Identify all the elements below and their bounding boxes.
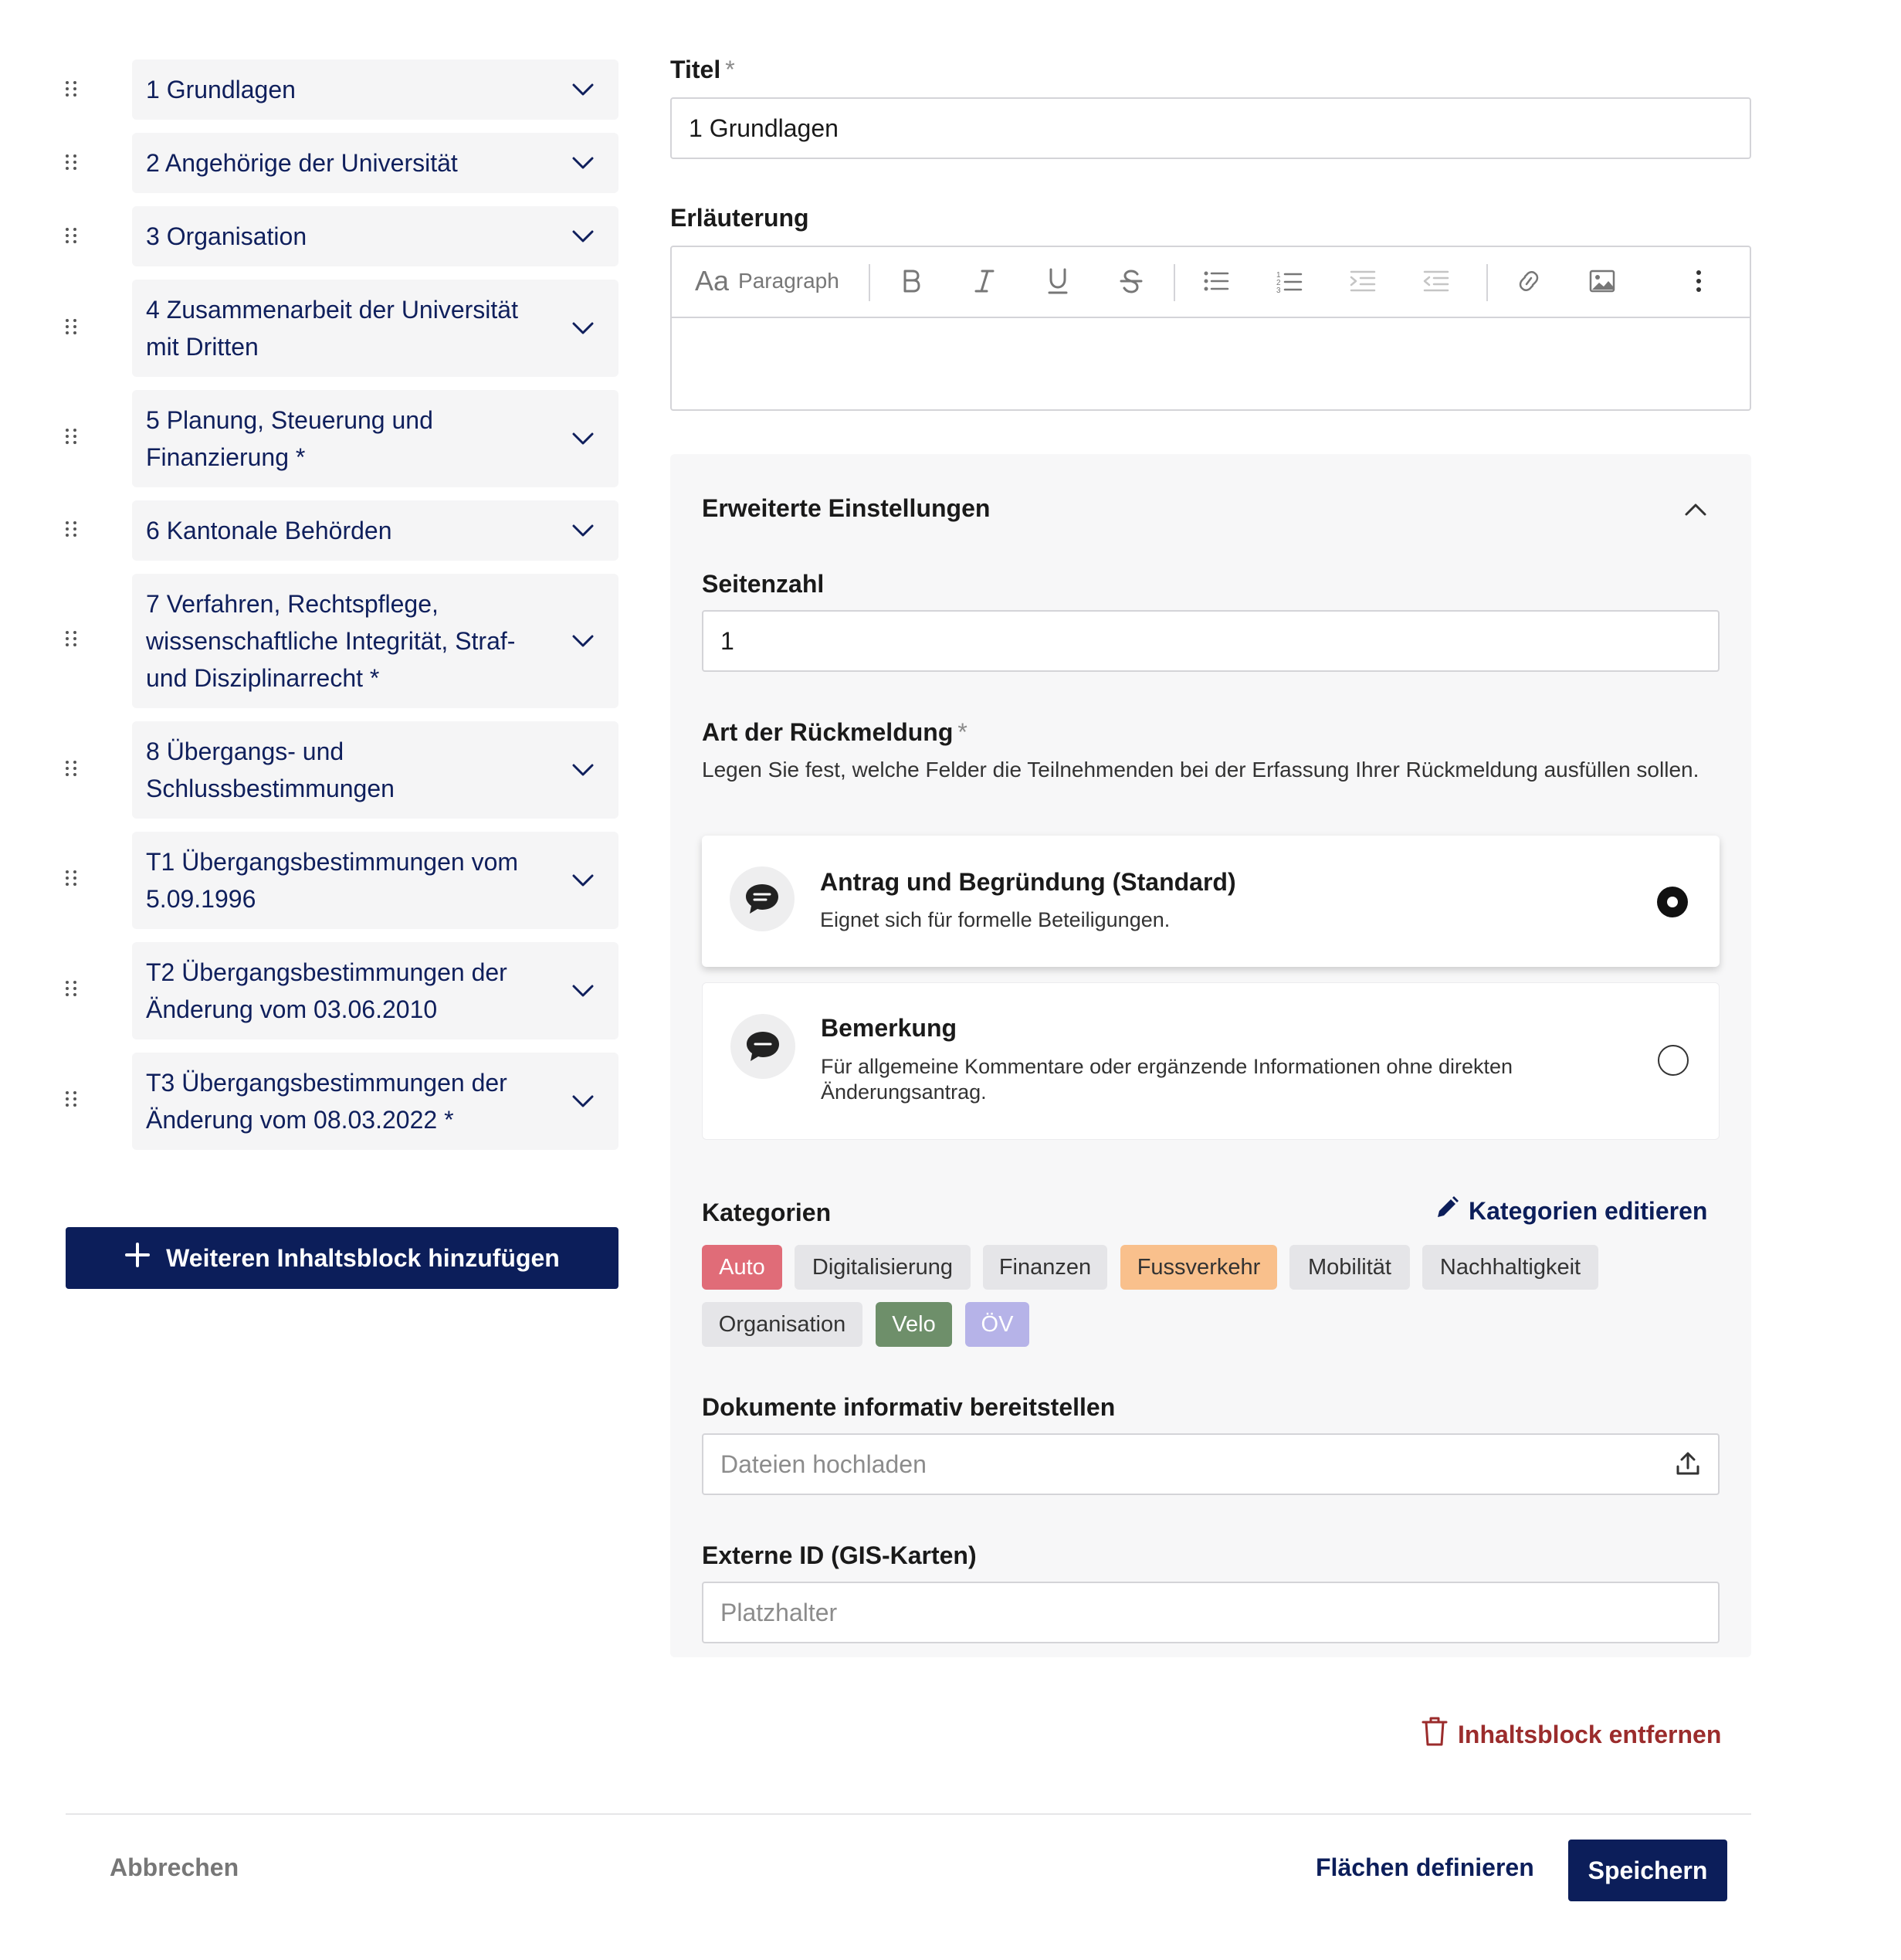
section-title: 1 Grundlagen	[146, 76, 296, 103]
toolbar-divider	[1486, 264, 1488, 301]
drag-handle-icon[interactable]	[59, 77, 83, 105]
chevron-down-icon	[569, 425, 597, 453]
radio-unselected[interactable]	[1658, 1045, 1689, 1076]
section-title: 3 Organisation	[146, 222, 307, 250]
section-accordion-item[interactable]	[132, 390, 618, 487]
remove-content-block-label: Inhaltsblock entfernen	[1458, 1720, 1722, 1748]
pencil-icon	[1435, 1195, 1459, 1226]
chevron-down-icon	[569, 222, 597, 250]
drag-handle-icon[interactable]	[59, 315, 83, 343]
category-tag[interactable]: Digitalisierung	[795, 1245, 971, 1290]
file-upload-placeholder: Dateien hochladen	[720, 1450, 927, 1478]
chevron-down-icon	[569, 866, 597, 894]
section-title: 5 Planung, Steuerung und Finanzierung *	[146, 406, 433, 471]
external-id-placeholder: Platzhalter	[720, 1598, 838, 1626]
advanced-settings-title: Erweiterte Einstellungen	[702, 494, 991, 522]
section-accordion-item[interactable]	[132, 942, 618, 1039]
rich-text-editor	[670, 246, 1751, 411]
section-title: 6 Kantonale Behörden	[146, 517, 392, 544]
add-content-block-label: Weiteren Inhaltsblock hinzufügen	[166, 1243, 560, 1272]
chevron-down-icon	[569, 756, 597, 784]
section-accordion-item[interactable]	[132, 500, 618, 561]
section-title: 4 Zusammenarbeit der Universität mit Dritten	[146, 296, 518, 361]
category-tag[interactable]: Mobilität	[1289, 1245, 1410, 1290]
cancel-button[interactable]: Abbrechen	[110, 1853, 239, 1881]
section-accordion-item[interactable]	[132, 721, 618, 819]
paragraph-format-select[interactable]	[695, 247, 849, 315]
svg-text:2: 2	[1276, 279, 1281, 287]
title-input[interactable]: 1 Grundlagen	[670, 97, 1751, 159]
chevron-down-icon	[569, 517, 597, 544]
category-tag[interactable]: Organisation	[702, 1302, 862, 1347]
text-format-icon: Aa	[695, 265, 730, 297]
feedback-option-comment[interactable]	[702, 982, 1720, 1140]
trash-icon	[1421, 1716, 1449, 1753]
editor-toolbar	[672, 247, 1750, 318]
chevron-down-icon	[569, 627, 597, 655]
underline-icon[interactable]	[1035, 247, 1081, 315]
footer-divider	[66, 1813, 1751, 1815]
section-title: 7 Verfahren, Rechtspflege, wissenschaftliche Integrität, Straf- und Disziplinarrecht *	[146, 590, 516, 692]
drag-handle-icon[interactable]	[59, 866, 83, 894]
save-button[interactable]: Speichern	[1568, 1840, 1727, 1901]
italic-icon[interactable]	[961, 247, 1008, 315]
drag-handle-icon[interactable]	[59, 425, 83, 453]
paragraph-format-label: Paragraph	[738, 269, 839, 293]
section-accordion-item[interactable]	[132, 1053, 618, 1150]
section-title: T2 Übergangsbestimmungen der Änderung vom 03.06.2010	[146, 958, 507, 1023]
file-upload-input[interactable]	[702, 1433, 1720, 1495]
feedback-option-description: Eignet sich für formelle Beteiligungen.	[820, 908, 1171, 931]
external-id-label: Externe ID (GIS-Karten)	[702, 1541, 977, 1569]
drag-handle-icon[interactable]	[59, 151, 83, 178]
section-accordion-item[interactable]	[132, 59, 618, 120]
add-content-block-button[interactable]	[66, 1227, 618, 1289]
remove-content-block-button[interactable]	[1421, 1716, 1721, 1753]
page-number-label: Seitenzahl	[702, 570, 825, 598]
strikethrough-icon[interactable]	[1108, 247, 1154, 315]
title-field-label: Titel *	[670, 56, 735, 83]
editor-content-area[interactable]	[672, 318, 1750, 411]
image-icon[interactable]	[1579, 247, 1625, 315]
feedback-option-title: Antrag und Begründung (Standard)	[820, 868, 1236, 896]
edit-categories-label: Kategorien editieren	[1469, 1196, 1708, 1225]
feedback-type-label: Art der Rückmeldung *	[702, 718, 967, 746]
section-title: 2 Angehörige der Universität	[146, 149, 458, 177]
section-accordion-item[interactable]	[132, 280, 618, 377]
category-tag[interactable]: ÖV	[965, 1302, 1029, 1347]
drag-handle-icon[interactable]	[59, 977, 83, 1005]
svg-text:3: 3	[1276, 287, 1281, 293]
category-tag[interactable]: Auto	[702, 1245, 782, 1290]
category-tag[interactable]: Velo	[876, 1302, 952, 1347]
feedback-type-help: Legen Sie fest, welche Felder die Teilnehmenden bei der Erfassung Ihrer Rückmeldung ausfüllen sollen.	[702, 758, 1699, 782]
section-accordion-item[interactable]	[132, 574, 618, 708]
chevron-down-icon	[569, 149, 597, 177]
documents-label: Dokumente informativ bereitstellen	[702, 1393, 1116, 1421]
svg-text:1: 1	[1276, 271, 1281, 280]
category-tag[interactable]: Fussverkehr	[1120, 1245, 1277, 1290]
bold-icon[interactable]	[888, 247, 934, 315]
page-number-input[interactable]: 1	[702, 610, 1720, 672]
external-id-input[interactable]	[702, 1582, 1720, 1643]
link-icon[interactable]	[1506, 247, 1552, 315]
outdent-icon[interactable]	[1413, 247, 1459, 315]
radio-selected[interactable]	[1657, 887, 1688, 917]
plus-icon	[124, 1242, 151, 1274]
indent-icon[interactable]	[1340, 247, 1386, 315]
feedback-option-title: Bemerkung	[821, 1014, 957, 1042]
numbered-list-icon[interactable]	[1266, 247, 1313, 315]
drag-handle-icon[interactable]	[59, 1087, 83, 1115]
section-accordion-item[interactable]	[132, 206, 618, 266]
drag-handle-icon[interactable]	[59, 627, 83, 655]
chevron-down-icon	[569, 314, 597, 342]
chevron-down-icon	[569, 76, 597, 103]
explanation-field-label: Erläuterung	[670, 204, 809, 232]
define-areas-button[interactable]: Flächen definieren	[1316, 1853, 1534, 1881]
chevron-down-icon	[569, 977, 597, 1005]
upload-icon[interactable]	[1675, 1451, 1701, 1477]
toolbar-divider	[869, 264, 870, 301]
more-vertical-icon[interactable]	[1683, 247, 1714, 315]
chat-bubble-icon	[730, 1014, 795, 1079]
category-tag[interactable]: Nachhaltigkeit	[1422, 1245, 1598, 1290]
chevron-down-icon	[569, 1087, 597, 1115]
feedback-option-description: Für allgemeine Kommentare oder ergänzende Informationen ohne direkten Änderungsantrag.	[821, 1055, 1513, 1104]
section-title: T1 Übergangsbestimmungen vom 5.09.1996	[146, 848, 519, 913]
edit-categories-link[interactable]	[1435, 1195, 1707, 1226]
chat-bubble-icon	[730, 866, 795, 931]
categories-label: Kategorien	[702, 1199, 832, 1226]
section-accordion-item[interactable]	[132, 133, 618, 193]
toolbar-divider	[1174, 264, 1175, 301]
section-title: T3 Übergangsbestimmungen der Änderung vom 08.03.2022 *	[146, 1069, 507, 1134]
section-title: 8 Übergangs- und Schlussbestimmungen	[146, 738, 395, 802]
section-accordion-item[interactable]	[132, 832, 618, 929]
drag-handle-icon[interactable]	[59, 224, 83, 252]
drag-handle-icon[interactable]	[59, 517, 83, 545]
chevron-up-icon[interactable]	[1680, 494, 1711, 525]
feedback-option-proposal[interactable]	[702, 836, 1720, 967]
bullet-list-icon[interactable]	[1193, 247, 1239, 315]
category-tag[interactable]: Finanzen	[983, 1245, 1107, 1290]
drag-handle-icon[interactable]	[59, 757, 83, 785]
